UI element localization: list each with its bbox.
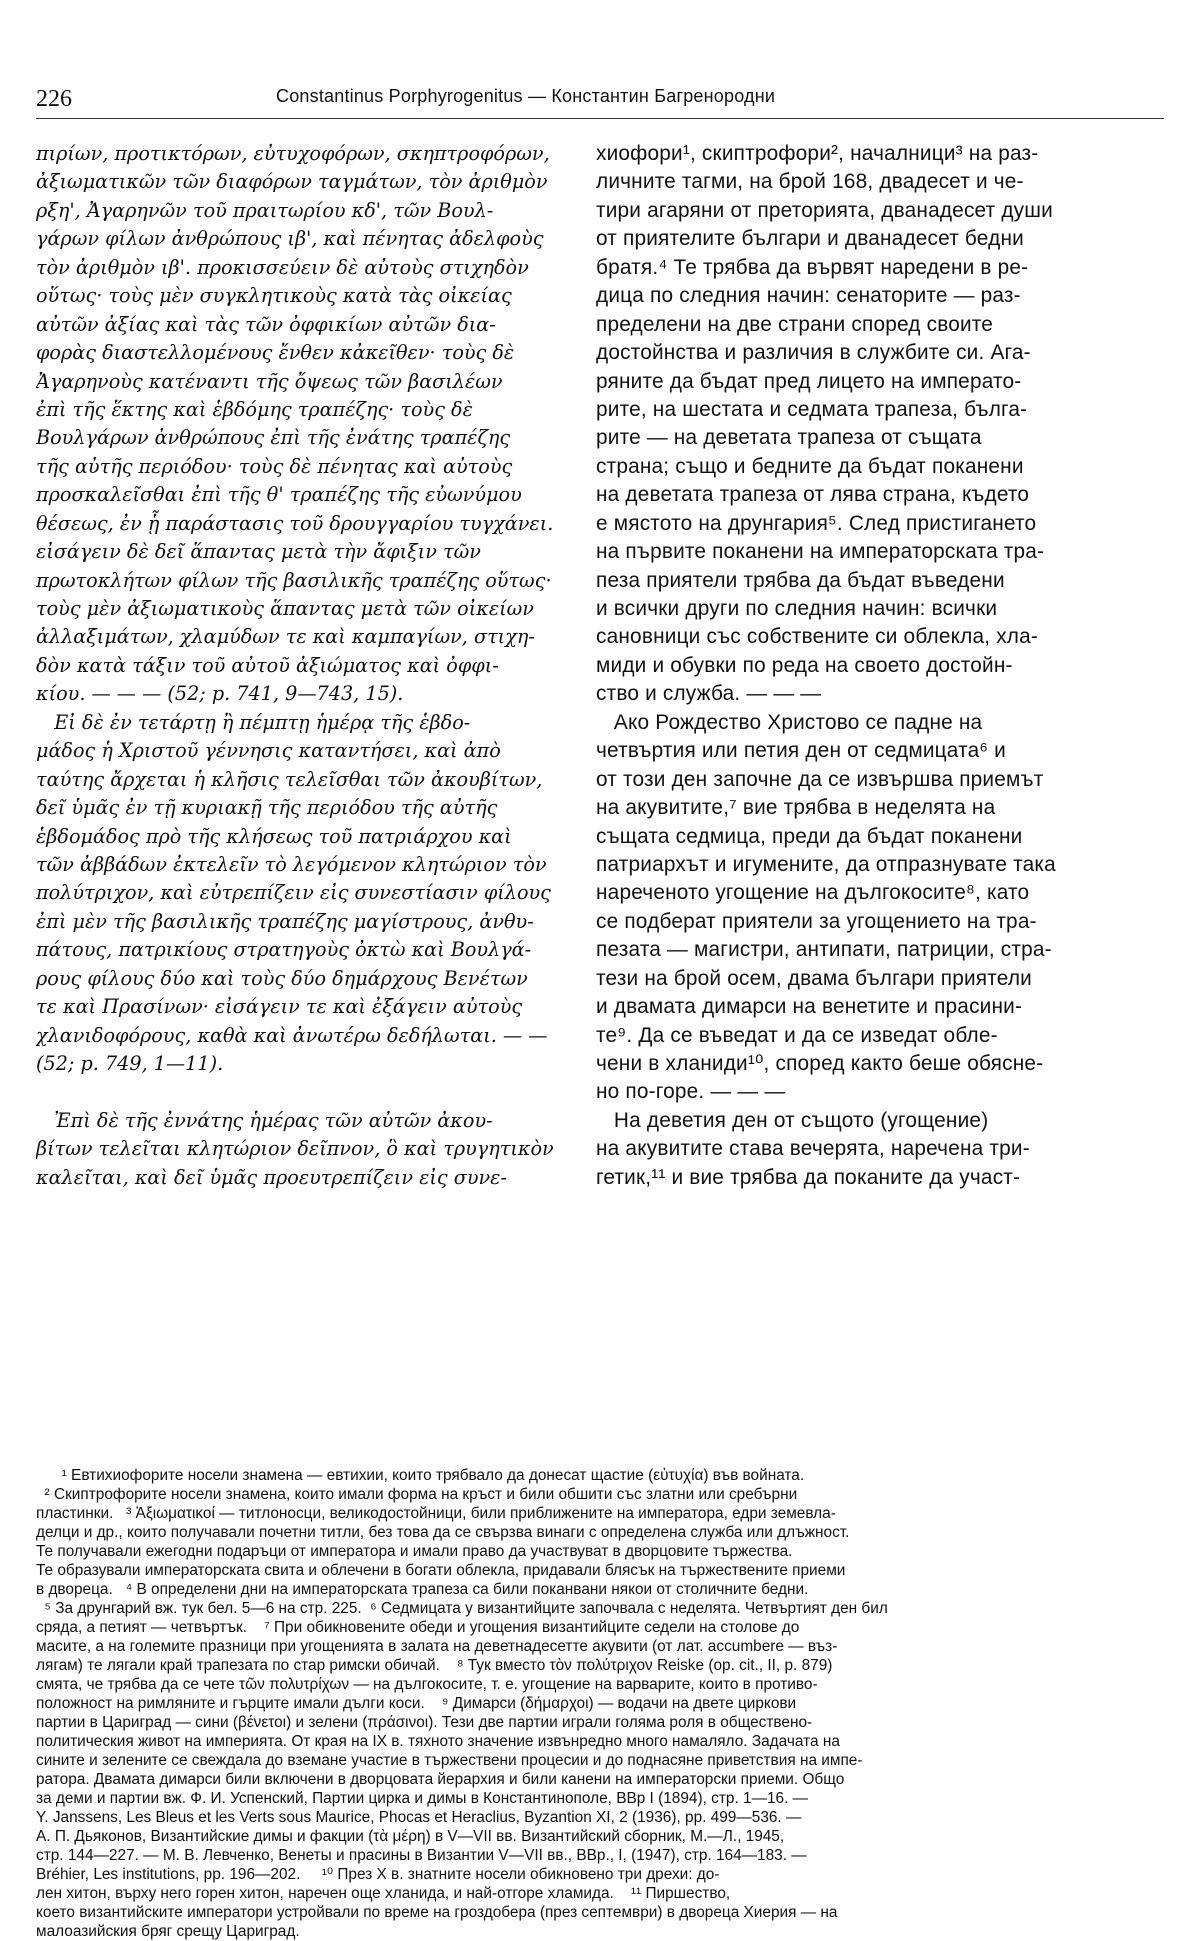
greek-line: χλανιδοφόρους, καθὰ καὶ ἀνωτέρω δεδήλωται. — — (36, 1023, 548, 1047)
bulgarian-line: сановници със собствените си облекла, хла- (596, 625, 1039, 649)
bulgarian-line: ряните да бъдат пред лицето на императо- (596, 369, 1022, 393)
bulgarian-translation-column (596, 140, 1168, 1192)
bulgarian-line: нареченото угощение на дългокосите⁸, като (596, 881, 1030, 905)
bulgarian-line: но по-горе. — — — (596, 1080, 786, 1104)
greek-line: Ἐπὶ δὲ τῆς ἐννάτης ἡμέρας τῶν αὐτῶν ἀκου- (36, 1108, 493, 1132)
footnote-line: пластинки. ³ Ἀξιωματικοί — титлоносци, великодостойници, били приближените на императора, едри земевла- (36, 1505, 836, 1522)
greek-line: Βουλγάρων ἀνθρώπους ἐπὶ τῆς ἐνάτης τραπέζης (36, 426, 511, 450)
greek-line: τὸν ἀριθμὸν ιβ'. προκισσεύειν δὲ αὐτοὺς στιχηδὸν (36, 255, 529, 279)
footnote-line: положност на римляните и гърците имали дълги коси. ⁹ Димарси (δήμαρχοι) — водачи на двете циркови (36, 1695, 797, 1712)
greek-line: ταύτης ἄρχεται ἡ κλῆσις τελεῖσθαι τῶν ἀκουβίτων, (36, 767, 543, 791)
greek-line: φορὰς διαστελλομένους ἔνθεν κἀκεῖθεν· τοὺς δὲ (36, 341, 515, 365)
footnote-line: което византийските императори устройвали по време на гроздобера (през септември) в двореца Хиерия — на (36, 1904, 838, 1921)
bulgarian-line: и всички други по следния начин: всички (596, 597, 998, 620)
greek-line: οὕτως· τοὺς μὲν συγκλητικοὺς κατὰ τὰς οἰκείας (36, 284, 512, 308)
greek-line: (52; p. 749, 1—11). (36, 1052, 224, 1075)
greek-line: ἀλλαξιμάτων, χλαμύδων τε καὶ καμπαγίων, στιχη- (36, 625, 535, 649)
greek-line: βίτων τελεῖται κλητώριον δεῖπνον, ὃ καὶ τρυγητικὸν (36, 1137, 554, 1161)
footnote-line: делци и др., които получавали почетни титли, без това да се свързва винаги с определена служба или длъжност. (36, 1524, 850, 1541)
bulgarian-line: На деветия ден от същото (угощение) (596, 1108, 989, 1132)
footnote-line: лягам) те лягали край трапезата по стар римски обичай. ⁸ Тук вместо τὸν πολύτριχον Reiske (op. cit., II, p. 879) (36, 1657, 833, 1674)
greek-line (36, 1078, 574, 1106)
footnote-line: ратора. Двамата димарси били включени в дворцовата йерархия и били канени на императорски приеми. Общо (36, 1771, 845, 1788)
greek-line: τῶν ἀββάδων ἐκτελεῖν τὸ λεγόμενον κλητώριον τὸν (36, 852, 547, 876)
bulgarian-line: се подберат приятели за угощението на тра- (596, 909, 1037, 933)
greek-line: τε καὶ Πρασίνων· εἰσάγειν τε καὶ ἐξάγειν αὐτοὺς (36, 995, 523, 1019)
footnote-line: масите, а на големите празници при угощенията в залата на деветнадесетте акувити (от лат. accumbere — въз- (36, 1638, 838, 1655)
greek-line: δεῖ ὑμᾶς ἐν τῇ κυριακῇ τῆς περιόδου τῆς αὐτῆς (36, 796, 498, 820)
footnote-line: Те образували императорската свита и облечени в богати облекла, придавали блясък на тържествените приеми (36, 1562, 846, 1579)
footnote-line: сините и зелените се свеждала до вземане участие в тържествени процесии и до поднасяне приветствия на импе- (36, 1752, 863, 1769)
bulgarian-line: братя.⁴ Те трябва да вървят наредени в ре- (596, 255, 1029, 279)
greek-line: ἀξιωματικῶν τῶν διαφόρων ταγμάτων, τὸν ἀριθμὸν (36, 170, 548, 194)
footnote-line: смята, че трябва да се чете τῶν πολυτρίχων — на дългокосите, т. е. угощение на варварите, които в противо- (36, 1676, 818, 1693)
footnotes (36, 1466, 1164, 1941)
greek-line: ρους φίλους δύο καὶ τοὺς δύο δημάρχους Βενέτων (36, 966, 528, 990)
bulgarian-line: достойнства и различия в службите си. Ага- (596, 341, 1031, 365)
footnote-line: ² Скиптрофорите носели знамена, които имали форма на кръст и били обшити със златни или сребърни (36, 1486, 798, 1503)
footnote-line: стр. 144—227. — М. В. Левченко, Венеты и прасины в Византии V—VII вв., ВВр., I, (1947), стр. 164—183. — (36, 1847, 807, 1864)
greek-line: μάδος ἡ Χριστοῦ γέννησις καταντήσει, καὶ ἀπὸ (36, 739, 501, 763)
footnote-line: сряда, а петият — четвъртък. ⁷ При обикновените обеди и угощения византийците седели на столове до (36, 1619, 800, 1636)
bulgarian-line: от този ден започне да се извършва приемът (596, 767, 1044, 791)
bulgarian-line: патриархът и игумените, да отпразнувате така (596, 852, 1056, 876)
page-header (36, 86, 1164, 120)
greek-line: ἑβδομάδος πρὸ τῆς κλήσεως τοῦ πατριάρχου καὶ (36, 824, 512, 848)
bulgarian-line: хиофори¹, скиптрофори², началници³ на раз- (596, 142, 1039, 165)
bulgarian-line: рите — на деветата трапеза от същата (596, 426, 982, 450)
bulgarian-line: пределени на две страни според своите (596, 312, 994, 336)
footnote-line: малоазийския бряг срещу Цариград. (36, 1923, 300, 1940)
bulgarian-line: миди и обувки по реда на своето достойн- (596, 653, 1013, 677)
bulgarian-line: е мястото на друнгария⁵. След пристигането (596, 511, 1037, 535)
bulgarian-line: на първите поканени на императорската тра- (596, 540, 1045, 564)
greek-line: κίου. — — — (52; p. 741, 9—743, 15). (36, 682, 404, 706)
greek-line: εἰσάγειν δὲ δεῖ ἅπαντας μετὰ τὴν ἄφιξιν τῶν (36, 540, 481, 564)
bulgarian-line: гетик,¹¹ и вие трябва да поканите да участ- (596, 1165, 1021, 1189)
bulgarian-line: същата седмица, преди да бъдат поканени (596, 824, 1023, 848)
footnote-line: партии в Цариград — сини (βένετοι) и зелени (πράσινοι). Тези две партии играли голяма роля в общественo- (36, 1714, 813, 1731)
bulgarian-line: на деветата трапеза от лява страна, където (596, 483, 1030, 507)
greek-line: Ἀγαρηνοὺς κατέναντι τῆς ὄψεως τῶν βασιλέων (36, 369, 503, 393)
greek-line: ἐπὶ τῆς ἕκτης καὶ ἑβδόμης τραπέζης· τοὺς δὲ (36, 397, 473, 421)
greek-line: θέσεως, ἐν ᾗ παράστασις τοῦ δρουγγαρίου τυγχάνει. (36, 511, 554, 535)
bulgarian-line: чени в хланиди¹⁰, според както беше обясне- (596, 1052, 1044, 1075)
bulgarian-line: рите, на шестата и седмата трапеза, бълга- (596, 397, 1028, 421)
footnote-line: Те получавали ежегодни подаръци от императора и имали право да участвуват в дворцовите тържества. (36, 1543, 793, 1560)
greek-line: πάτους, πατρικίους στρατηγοὺς ὀκτὼ καὶ Βουλγά- (36, 938, 532, 962)
bulgarian-line: от приятелите българи и дванадесет бедни (596, 227, 1024, 251)
bulgarian-line: тези на брой осем, двама българи приятели (596, 966, 1032, 990)
footnote-line: ⁵ За друнгарий вж. тук бел. 5—6 на стр. 225. ⁶ Седмицата у византийците започвала с неделята. Четвъртият ден бил (36, 1600, 888, 1617)
footnote-line: за деми и партии вж. Ф. И. Успенский, Партии цирка и димы в Константинополе, ВВр I (1894), стр. 1—16. — (36, 1790, 809, 1807)
bulgarian-line: ство и служба. — — — (596, 682, 822, 706)
greek-line: πολύτριχον, καὶ εὐτρεπίζειν εἰς συνεστίασιν φίλους (36, 881, 551, 905)
greek-line: γάρων φίλων ἀνθρώπους ιβ', καὶ πένητας ἀδελφοὺς (36, 227, 544, 251)
footnote-line: А. П. Дьяконов, Византийские димы и факции (τὰ μέρη) в V—VII вв. Византийский сборник, М.—Л., 1945, (36, 1828, 785, 1845)
greek-line: δὸν κατὰ τάξιν τοῦ αὐτοῦ ἀξιώματος καὶ ὀφφι- (36, 653, 499, 677)
bulgarian-line: на акувитите става вечерята, наречена три- (596, 1137, 1030, 1161)
greek-text-column (36, 140, 574, 1192)
footnote-line: ¹ Евтихиофорите носели знамена — евтихии, които трябвало да донесат щастие (εὐτυχία) във войната. (36, 1467, 805, 1484)
header-rule (36, 118, 1164, 119)
bulgarian-line: те⁹. Да се въведат и да се изведат обле- (596, 1023, 998, 1047)
bulgarian-line: тири агаряни от преторията, дванадесет души (596, 198, 1053, 222)
greek-line: προσκαλεῖσθαι ἐπὶ τῆς θ' τραπέζης τῆς εὐωνύμου (36, 483, 522, 507)
greek-line: ἐπὶ μὲν τῆς βασιλικῆς τραπέζης μαγίστρους, ἀνθυ- (36, 909, 534, 933)
bulgarian-line: пезата — магистри, антипати, патриции, стра- (596, 938, 1052, 962)
footnote-line: Bréhier, Les institutions, pp. 196—202. ¹⁰ През X в. знатните носели обикновено три дрехи: до- (36, 1866, 720, 1883)
footnote-line: политическия живот на империята. От края на IX в. тяхното значение извънредно много намаляло. Задачата на (36, 1733, 840, 1750)
footnote-line: лен хитон, върху него горен хитон, наречен още хланида, и най-отгоре хламида. ¹¹ Пиршество, (36, 1885, 731, 1902)
bulgarian-line: четвъртия или петия ден от седмицата⁶ и (596, 739, 1006, 763)
greek-line: ρξη', Ἀγαρηνῶν τοῦ πραιτωρίου κδ', τῶν Βουλ- (36, 198, 494, 222)
greek-line: πρωτοκλήτων φίλων τῆς βασιλικῆς τραπέζης οὕτως· (36, 568, 552, 592)
greek-line: καλεῖται, καὶ δεῖ ὑμᾶς προευτρεπίζειν εἰς συνε- (36, 1165, 507, 1189)
bulgarian-line: и двамата димарси на венетите и прасини- (596, 995, 1023, 1019)
greek-line: πιρίων, προτικτόρων, εὐτυχοφόρων, σκηπτροφόρων, (36, 142, 550, 165)
bulgarian-line: дица по следния начин: сенаторите — раз- (596, 284, 1021, 308)
footnote-line: Y. Janssens, Les Bleus et les Verts sous Maurice, Phocas et Heraclius, Byzantion XI, 2 (1936), pp. 499—536. — (36, 1809, 802, 1826)
bulgarian-line: пеза приятели трябва да бъдат въведени (596, 568, 1005, 592)
greek-line: τῆς αὐτῆς περιόδου· τοὺς δὲ πένητας καὶ αὐτοὺς (36, 454, 513, 478)
footnote-line: в двореца. ⁴ В определени дни на императорската трапеза са били поканвани някои от столичните бедни. (36, 1581, 809, 1598)
running-title: Constantinus Porphyrogenitus — Константин Багренородни (276, 86, 776, 106)
bulgarian-line: страна; също и бедните да бъдат поканени (596, 454, 1024, 478)
greek-line: τοὺς μὲν ἀξιωματικοὺς ἅπαντας μετὰ τῶν οἰκείων (36, 597, 534, 620)
greek-line: Εἰ δὲ ἐν τετάρτῃ ἢ πέμπτῃ ἡμέρᾳ τῆς ἑβδο- (36, 710, 471, 734)
page-number: 226 (36, 86, 72, 112)
greek-line: αὐτῶν ἀξίας καὶ τὰς τῶν ὀφφικίων αὐτῶν δια- (36, 312, 496, 336)
bulgarian-line: на акувитите,⁷ вие трябва в неделята на (596, 796, 996, 820)
bulgarian-line: личните тагми, на брой 168, двадесет и че- (596, 170, 1024, 194)
bulgarian-line: Ако Рождество Христово се падне на (596, 710, 983, 734)
